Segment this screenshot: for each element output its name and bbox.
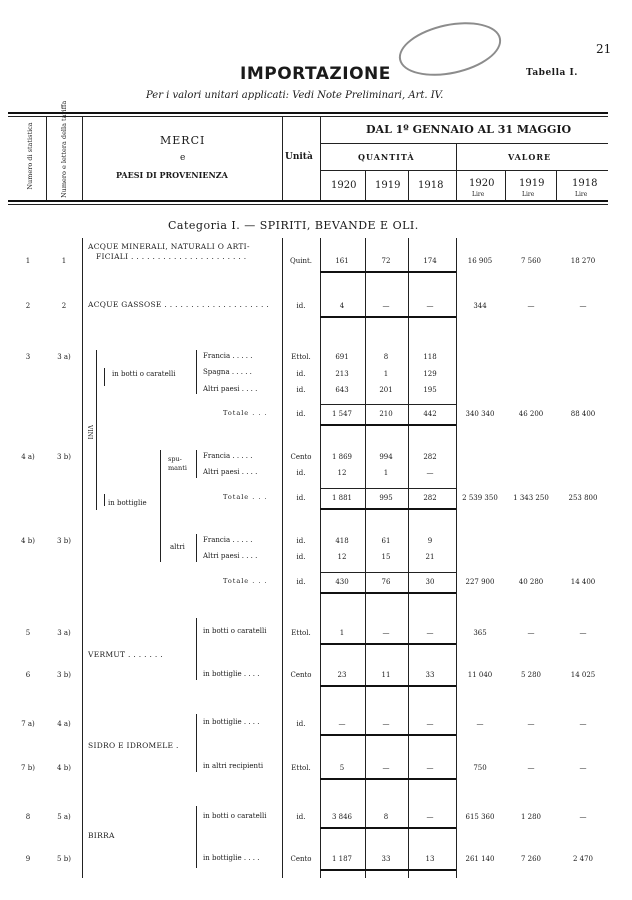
header-merci: MERCI [160,134,206,147]
row-value: 5 280 [520,671,542,679]
row-stat-number: 4 b) [21,537,35,545]
row-quantity: 161 [335,257,349,265]
label-totale-text: Totale [223,409,250,417]
row-stat-number: 5 [25,629,31,637]
label-totale-text: Totale [223,493,250,501]
header-year-q1918: 1918 [418,180,444,191]
row-tariff-number: 5 a) [57,813,71,821]
col-divider [408,170,409,200]
row-quantity: — [382,302,390,310]
header-valore: VALORE [508,152,552,162]
body-col-line [456,238,457,878]
row-rule [320,316,456,318]
header-paesi: PAESI DI PROVENIENZA [116,170,228,180]
row-value: 18 270 [570,257,596,265]
row-quantity: 8 [383,813,389,821]
row-tariff-number: 3 a) [57,629,71,637]
label-altri-paesi: Altri paesi . . . . [203,385,258,393]
label-vermut-bottiglie-text: in bottiglie [203,670,242,678]
row-quantity: 23 [337,671,347,679]
row-quantity: 1 869 [331,453,353,461]
vini-bracket [96,350,97,510]
label-altri-paesi-text: Altri paesi [203,552,240,560]
label-altri-paesi-text: Altri paesi [203,385,240,393]
row-stat-number: 8 [25,813,31,821]
row-value: 340 340 [465,410,495,418]
header-lire-3: Lire [575,191,588,198]
row-value: — [476,720,484,728]
header-year-q1919: 1919 [375,180,401,191]
label-spumanti: spu- manti [168,455,187,472]
row-unit: id. [296,720,306,728]
category-heading: Categoria I. — SPIRITI, BEVANDE E OLI. [168,219,419,232]
row-value: 16 905 [467,257,493,265]
row-quantity: 4 [339,302,345,310]
label-in-botti: in botti o caratelli [112,370,176,378]
row-unit: Cento [290,671,312,679]
header-year-q1920: 1920 [331,180,357,191]
row-quantity: 72 [381,257,391,265]
col-divider [46,116,47,200]
row-quantity: 994 [379,453,393,461]
row-unit: id. [296,494,306,502]
row-stat-number: 1 [25,257,31,265]
label-vermut-bottiglie: in bottiglie . . . . [203,670,260,678]
row-value: 365 [473,629,487,637]
row-unit: id. [296,302,306,310]
row-value: 344 [473,302,487,310]
row-unit: Ettol. [291,629,311,637]
label-francia: Francia . . . . . [203,452,253,460]
label-altri: altri [170,543,185,551]
header-bottom-rule-thin [8,204,608,205]
row-unit: Cento [290,855,312,863]
row-tariff-number: 4 b) [57,764,71,772]
row-tariff-number: 4 a) [57,720,71,728]
row-quantity: 12 [337,553,347,561]
vermut-brace [196,618,201,680]
label-in-bottiglie: in bottiglie [108,499,147,507]
row-rule [320,734,456,736]
row-quantity: 418 [335,537,349,545]
table-label: Tabella I. [526,68,578,78]
row-value: 1 280 [520,813,542,821]
row-tariff-number: 1 [61,257,67,265]
row-tariff-number: 3 b) [57,453,71,461]
label-totale-text: Totale [223,577,250,585]
row-value: 88 400 [570,410,596,418]
row-stat-number: 6 [25,671,31,679]
label-francia-text: Francia [203,352,231,360]
row-quantity: 21 [425,553,435,561]
label-vermut-botti: in botti o caratelli [203,627,267,635]
row-rule [320,685,456,687]
total-rule [320,488,456,489]
row-value: 2 539 350 [462,494,498,502]
label-birra-bottiglie-text: in bottiglie [203,854,242,862]
page-number: 21 [596,42,612,56]
header-top-rule-thin [8,116,608,117]
row-quantity: — [338,720,346,728]
label-spagna: Spagna . . . . . [203,368,252,376]
label-sidro-text: SIDRO E IDROMELE [88,741,174,750]
header-lire-2: Lire [522,191,535,198]
row-stat-number: 7 b) [21,764,35,772]
header-bottom-rule [8,200,608,202]
row-unit: id. [296,537,306,545]
total-double-rule [320,508,456,510]
col-divider [505,170,506,200]
subtitle: Per i valori unitari applicati: Vedi Note Preliminari, Art. IV. [146,90,444,101]
row-value: — [527,764,535,772]
row-quantity: — [426,720,434,728]
row-value: — [579,764,587,772]
row-quantity: 33 [425,671,435,679]
label-totale: Totale . . . [223,577,268,585]
row-value: 1 343 250 [513,494,549,502]
row-unit: id. [296,553,306,561]
subheader-rule [320,170,608,171]
row-quantity: — [382,720,390,728]
header-year-v1920: 1920 [469,178,495,189]
row-unit: id. [296,370,306,378]
row-quantity: 11 [381,671,391,679]
label-sidro-bottiglie-text: in bottiglie [203,718,242,726]
row-value: 261 140 [465,855,495,863]
header-top-rule [8,112,608,114]
row-stat-number: 2 [25,302,31,310]
row-unit: Ettol. [291,764,311,772]
sidro-brace [196,714,201,772]
row-quantity: 1 187 [331,855,353,863]
label-altri-paesi-text: Altri paesi [203,468,240,476]
row-unit: Quint. [289,257,313,265]
row-value: 11 040 [467,671,493,679]
col-divider [320,116,321,200]
row-quantity: 9 [427,537,433,545]
row-stat-number: 4 a) [21,453,35,461]
row-value: 46 200 [518,410,544,418]
row-value: 615 360 [465,813,495,821]
row-value: 14 400 [570,578,596,586]
row-tariff-number: 3 a) [57,353,71,361]
label-acque-minerali: ACQUE MINERALI, NATURALI O ARTI- [88,242,250,251]
total-rule [320,404,456,405]
row-quantity: 643 [335,386,349,394]
header-year-v1919: 1919 [519,178,545,189]
row-rule [320,778,456,780]
country-brace-2 [196,450,201,478]
label-vini: VINI [86,425,93,440]
label-francia: Francia . . . . . [203,352,253,360]
body-col-line [82,238,83,878]
header-col-tariffa: Numero e lettera della tariffa [60,100,68,198]
row-quantity: 15 [381,553,391,561]
row-rule [320,643,456,645]
label-ficiali: FICIALI . . . . . . . . . . . . . . . . . . . . . . [96,252,247,261]
row-tariff-number: 3 b) [57,537,71,545]
row-quantity: — [382,629,390,637]
row-value: 227 900 [465,578,495,586]
row-stat-number: 9 [25,855,31,863]
row-unit: Ettol. [291,353,311,361]
row-value: — [579,813,587,821]
label-sidro: SIDRO E IDROMELE . [88,741,179,750]
row-quantity: 430 [335,578,349,586]
row-unit: id. [296,410,306,418]
row-quantity: 210 [379,410,393,418]
row-value: 7 260 [520,855,542,863]
header-lire-1: Lire [472,191,485,198]
row-quantity: — [426,813,434,821]
row-quantity: 5 [339,764,345,772]
label-ficiali-text: FICIALI [96,252,129,261]
row-quantity: 129 [423,370,437,378]
row-value: 2 470 [572,855,594,863]
col-divider [365,170,366,200]
row-rule [320,869,456,871]
row-quantity: 61 [381,537,391,545]
col-divider [282,116,283,200]
row-quantity: 1 [383,370,389,378]
row-value: — [579,720,587,728]
label-birra-botti: in botti o caratelli [203,812,267,820]
row-quantity: — [426,469,434,477]
label-totale: Totale . . . [223,409,268,417]
row-stat-number: 3 [25,353,31,361]
row-value: 253 800 [568,494,598,502]
row-quantity: 30 [425,578,435,586]
row-unit: id. [296,578,306,586]
row-unit: Cento [290,453,312,461]
label-francia-text: Francia [203,452,231,460]
label-francia: Francia . . . . . [203,536,253,544]
page-title: IMPORTAZIONE [240,64,391,84]
label-acque-gassose: ACQUE GASSOSE . . . . . . . . . . . . . . . . . . . . [88,300,270,309]
row-value: 40 280 [518,578,544,586]
row-quantity: — [426,764,434,772]
row-unit: id. [296,386,306,394]
row-rule [320,271,456,273]
row-quantity: 195 [423,386,437,394]
row-quantity: 213 [335,370,349,378]
row-quantity: 442 [423,410,437,418]
row-stat-number: 7 a) [21,720,35,728]
row-quantity: 1 [383,469,389,477]
col-divider [556,170,557,200]
label-altri-paesi: Altri paesi . . . . [203,468,258,476]
row-quantity: 1 881 [331,494,353,502]
header-e: e [180,153,186,163]
total-double-rule [320,424,456,426]
label-francia-text: Francia [203,536,231,544]
row-quantity: 33 [381,855,391,863]
row-value: — [579,302,587,310]
label-spagna-text: Spagna [203,368,230,376]
row-quantity: — [382,764,390,772]
bottiglie-bracket [104,494,105,506]
row-quantity: 691 [335,353,349,361]
label-sidro-altri: in altri recipienti [203,762,264,770]
row-quantity: 1 [339,629,345,637]
row-unit: id. [296,469,306,477]
row-rule [320,827,456,829]
row-quantity: 282 [423,453,437,461]
row-value: 7 560 [520,257,542,265]
row-value: — [527,629,535,637]
row-quantity: 1 547 [331,410,353,418]
row-quantity: 13 [425,855,435,863]
label-altri-paesi: Altri paesi . . . . [203,552,258,560]
country-brace-3 [196,534,201,562]
row-quantity: 174 [423,257,437,265]
row-value: — [527,720,535,728]
row-value: 750 [473,764,487,772]
row-quantity: 12 [337,469,347,477]
header-period: DAL 1º GENNAIO AL 31 MAGGIO [366,123,572,136]
header-unita: Unità [285,152,313,162]
row-quantity: 76 [381,578,391,586]
row-quantity: — [426,302,434,310]
row-quantity: 201 [379,386,393,394]
birra-brace [196,806,201,868]
bottiglie-brace [160,450,165,562]
row-tariff-number: 3 b) [57,671,71,679]
row-quantity: 118 [423,353,437,361]
row-quantity: 8 [383,353,389,361]
row-value: — [579,629,587,637]
label-birra [88,831,115,840]
row-quantity: — [426,629,434,637]
row-tariff-number: 5 b) [57,855,71,863]
header-year-v1918: 1918 [572,178,598,189]
col-divider [456,143,457,200]
row-quantity: 995 [379,494,393,502]
label-birra-bottiglie: in bottiglie . . . . [203,854,260,862]
period-rule [320,143,608,144]
label-totale: Totale . . . [223,493,268,501]
row-value: — [527,302,535,310]
label-birra-text: BIRRA [88,831,115,840]
row-unit: id. [296,813,306,821]
row-tariff-number: 2 [61,302,67,310]
row-quantity: 3 846 [331,813,353,821]
row-value: 14 025 [570,671,596,679]
library-stamp [394,14,506,85]
col-divider [82,116,83,200]
label-acque-gassose-text: ACQUE GASSOSE [88,300,162,309]
country-brace-1 [196,350,201,394]
total-rule [320,572,456,573]
botti-bracket [104,368,105,386]
label-vermut-text: VERMUT [88,650,126,659]
label-sidro-bottiglie: in bottiglie . . . . [203,718,260,726]
header-quantita: QUANTITÀ [358,152,415,162]
row-quantity: 282 [423,494,437,502]
label-vermut: VERMUT . . . . . . . [88,650,163,659]
total-double-rule [320,592,456,594]
header-col-stat: Numero di statistica [26,122,34,190]
